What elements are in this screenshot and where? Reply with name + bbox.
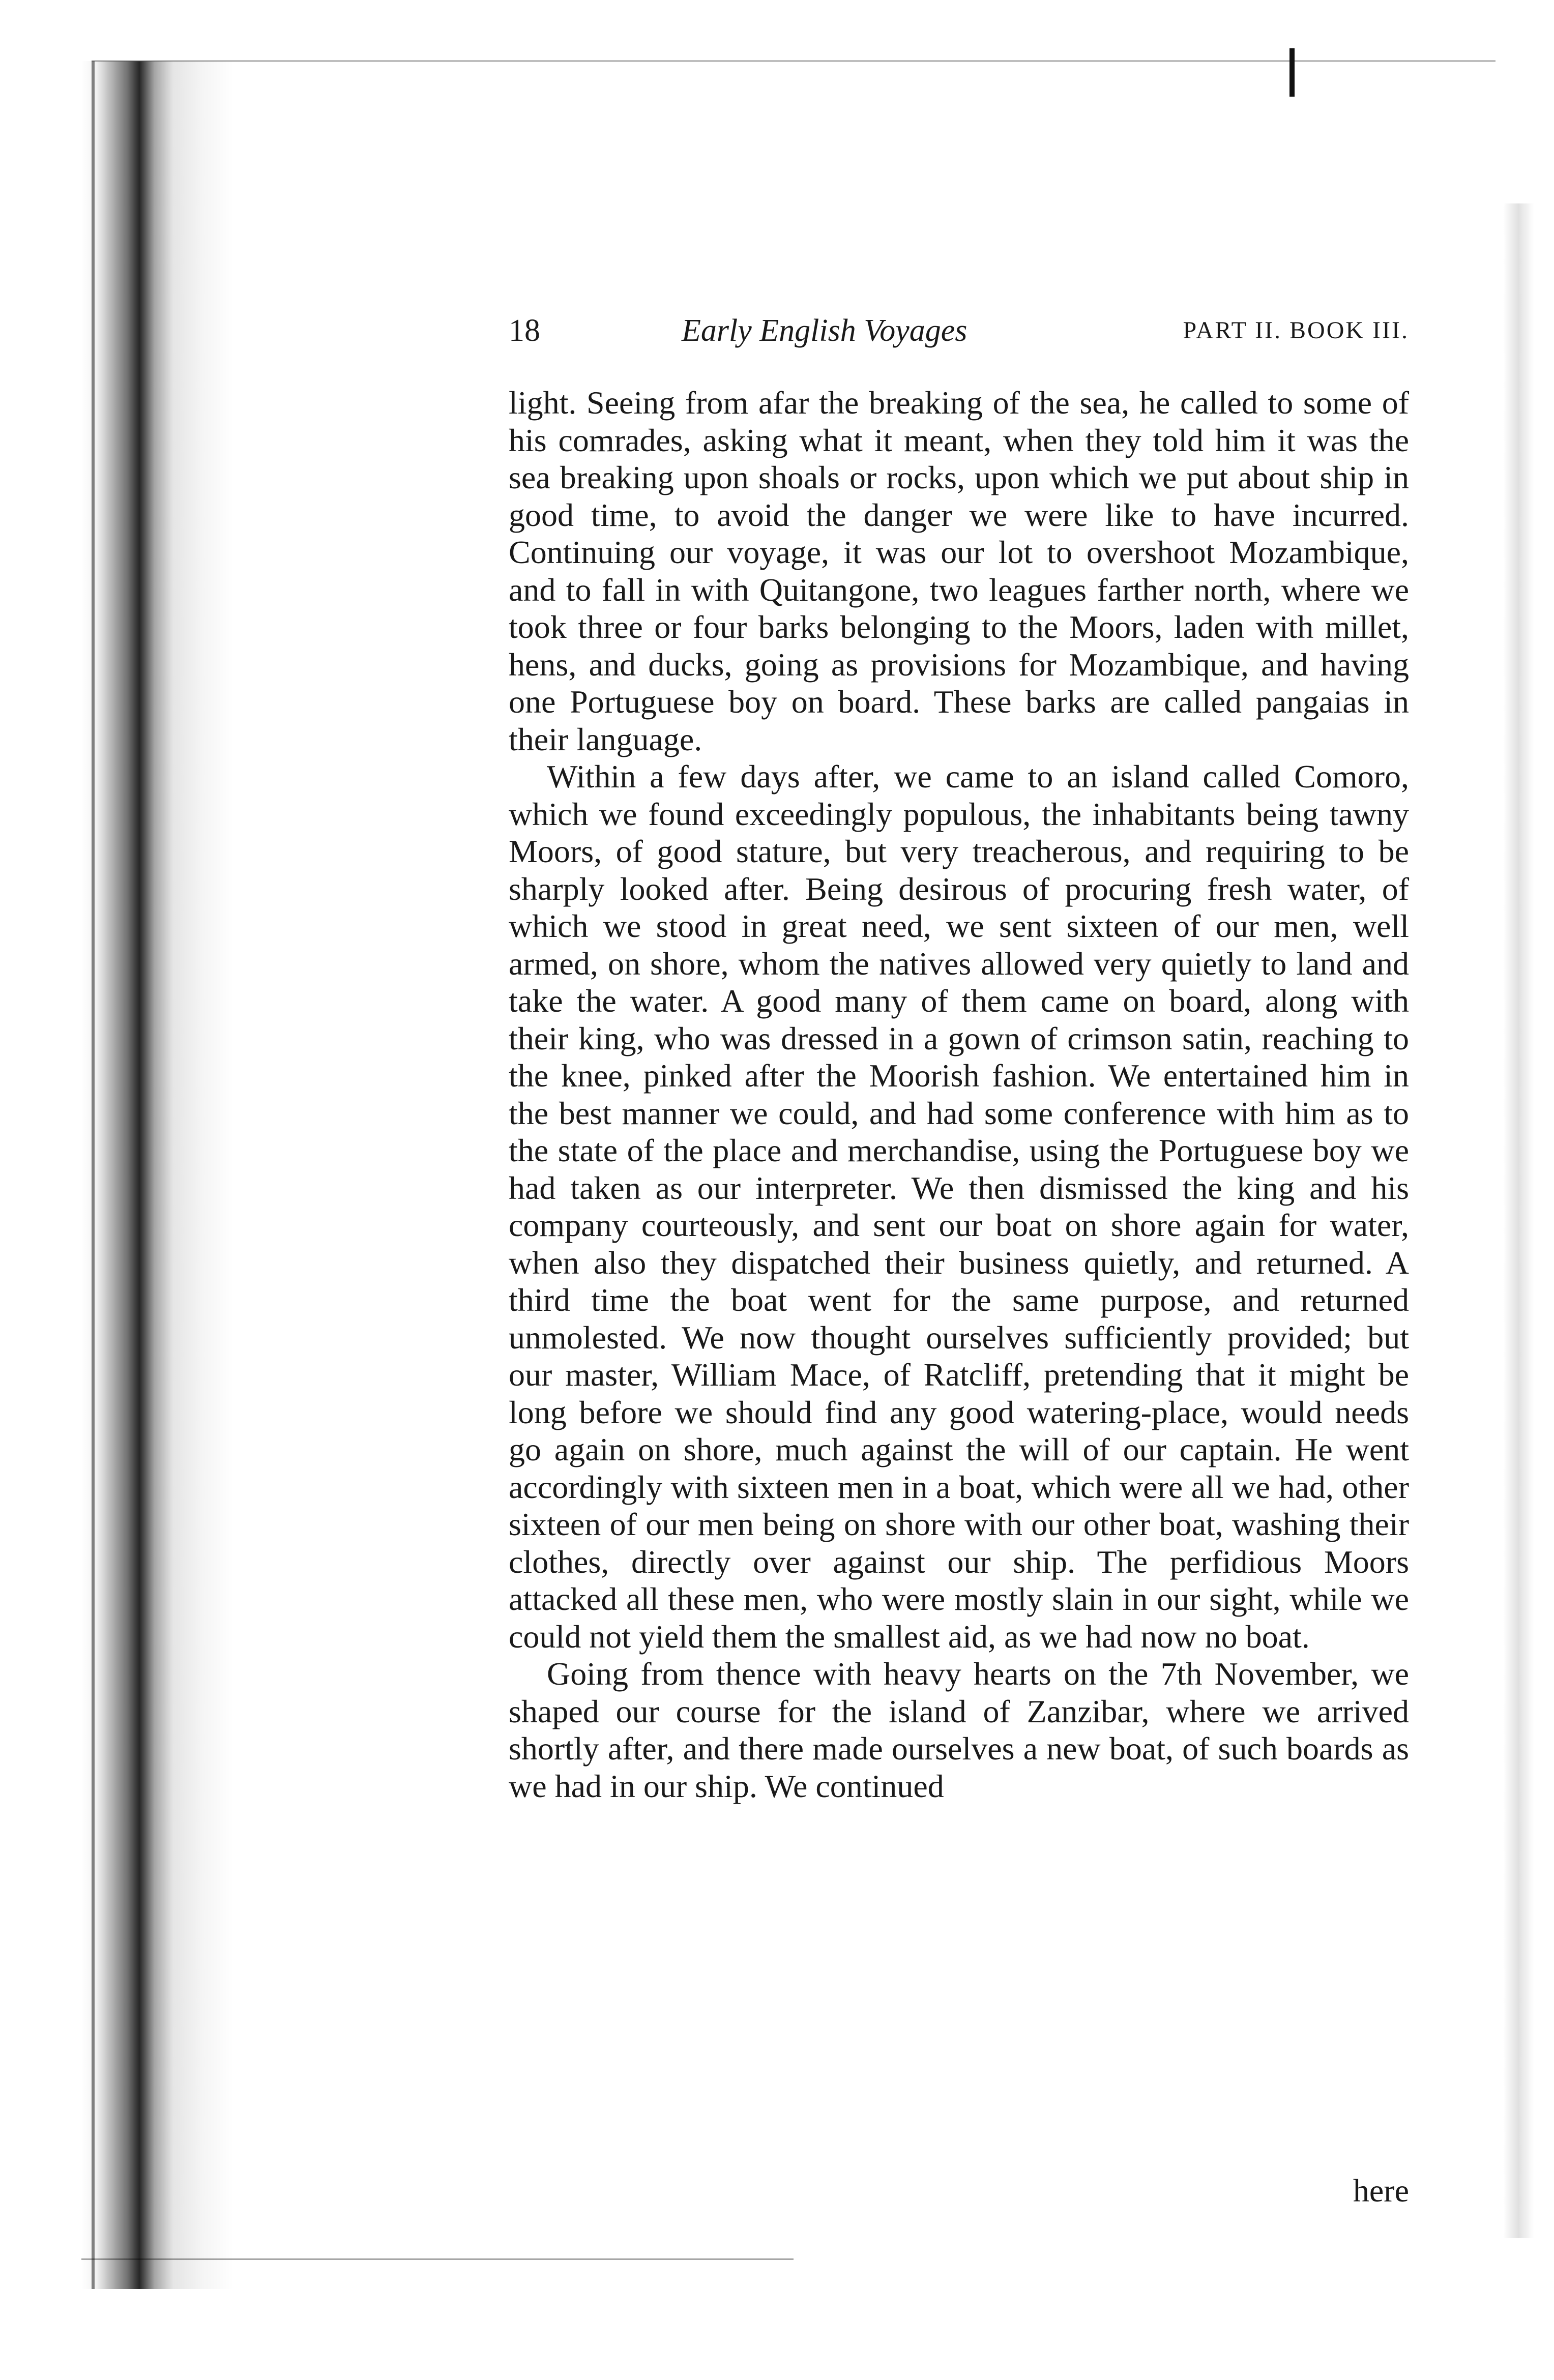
part-book-label: PART II. BOOK III.	[1183, 317, 1409, 344]
body-text	[509, 384, 1409, 1805]
scan-mark	[1289, 48, 1295, 97]
catchword	[509, 2172, 1409, 2210]
bottom-page-edge	[81, 2258, 794, 2306]
paragraph: light. Seeing from afar the breaking of the sea, he called to some of his comrades, asking what it meant, when they told him it was the sea breaking upon shoals or rocks, upon which we put about ship in good time, to avoid the danger we were like to have incurred. Continuing our voyage, it was our lot to overshoot Mozambique, and to fall in with Quitangone, two leagues farther north, where we took three or four barks belonging to the Moors, laden with millet, hens, and ducks, going as provisions for Mozambique, and having one Portuguese boy on board. These barks are called pangaias in their language.	[509, 385, 1409, 757]
top-page-edge	[92, 60, 1496, 62]
catchword-text: here	[1353, 2172, 1409, 2209]
page-number: 18	[509, 313, 540, 348]
binding-edge	[92, 61, 95, 2289]
paragraph: Going from thence with heavy hearts on the 7th November, we shaped our course for the island of Zanzibar, where we arrived shortly after, and there made ourselves a new boat, of such boards as we had in our ship. We continued	[509, 1656, 1409, 1804]
paragraph: Within a few days after, we came to an island called Comoro, which we found exceedingly populous, the inhabitants being tawny Moors, of good stature, but very treacherous, and requiring to be sharply looked after. Being desirous of procuring fresh water, of which we stood in great need, we sent sixteen of our men, well armed, on shore, whom the natives allowed very quietly to land and take the water. A good many of them came on board, along with their king, who was dressed in a gown of crimson satin, reaching to the knee, pinked after the Moorish fashion. We entertained him in the best manner we could, and had some conference with him as to the state of the place and merchandise, using the Portuguese boy we had taken as our interpreter. We then dismissed the king and his company courteously, and sent our boat on shore again for water, when also they dispatched their business quietly, and returned. A third time the boat went for the same purpose, and returned unmolested. We now thought ourselves sufficiently provided; but our master, William Mace, of Ratcliff, pretending that it might be long before we should find any good watering-place, would needs go again on shore, much against the will of our captain. He went accordingly with sixteen men in a boat, which were all we had, other sixteen of our men being on shore with our other boat, washing their clothes, directly over against our ship. The perfidious Moors attacked all these men, who were mostly slain in our sight, while we could not yield them the smallest aid, as we had now no boat.	[509, 758, 1409, 1655]
running-head	[509, 310, 1409, 351]
running-title: Early English Voyages	[682, 313, 967, 348]
right-page-edge	[1503, 203, 1534, 2238]
binding-shadow	[81, 61, 234, 2289]
